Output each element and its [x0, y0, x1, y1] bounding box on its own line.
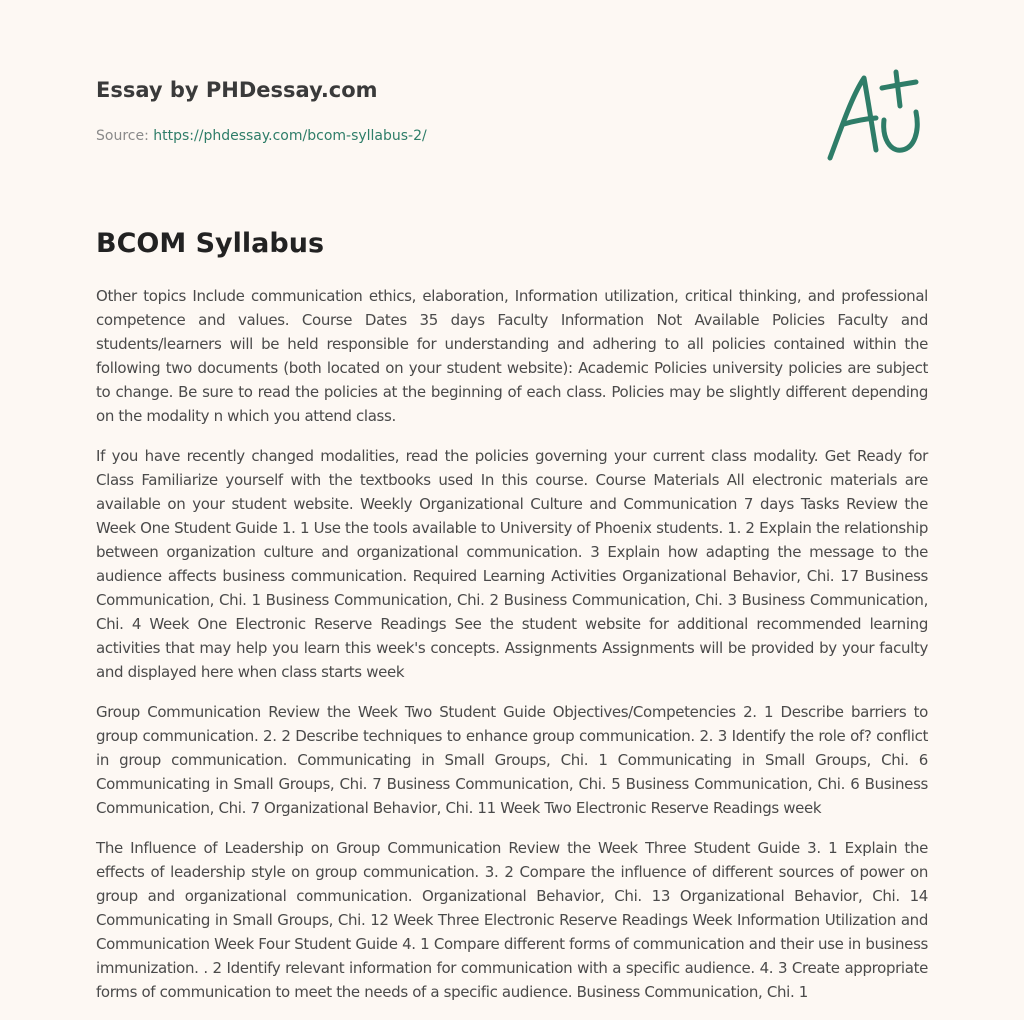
- source-line: [96, 126, 696, 146]
- article-title: BCOM Syllabus: [96, 228, 325, 259]
- article-paragraph: The Influence of Leadership on Group Communication Review the Week Three Student Guide 3. 1 Explain the effects of leadership style on group communication. 3. 2 Compare the influence of different sources of power on group and organizational communication. Organizational Behavior, Chi. 13 Organizational Behavior, Chi. 14 Communicating in Small Groups, Chi. 12 Week Three Electronic Reserve Readings Week Information Utilization and Communication Week Four Student Guide 4. 1 Compare different forms of communication and their use in business immunization. . 2 Identify relevant information for communication with a specific audience. 4. 3 Create appropriate forms of communication to meet the needs of a specific audience. Business Communication, Chi. 1: [96, 839, 928, 1001]
- essay-header: [96, 76, 696, 146]
- article-paragraph: If you have recently changed modalities, read the policies governing your current class modality. Get Ready for Class Familiarize yourself with the textbooks used In this course. Course Materials All electronic materials are available on your student website. Weekly Organizational Culture and Communication 7 days Tasks Review the Week One Student Guide 1. 1 Use the tools available to University of Phoenix students. 1. 2 Explain the relationship between organization culture and organizational communication. 3 Explain how adapting the message to the audience affects business communication. Required Learning Activities Organizational Behavior, Chi. 17 Business Communication, Chi. 1 Business Communication, Chi. 2 Business Communication, Chi. 3 Business Communication, Chi. 4 Week One Electronic Reserve Readings See the student website for additional recommended learning activities that may help you learn this week's concepts. Assignments Assignments will be provided by your faculty and displayed here when class starts week: [96, 447, 928, 681]
- source-label: Source:: [96, 128, 154, 144]
- a-plus-logo-icon: [820, 66, 930, 166]
- source-link[interactable]: https://phdessay.com/bcom-syllabus-2/: [153, 128, 427, 144]
- article-body: [96, 284, 928, 1020]
- article-paragraph: Group Communication Review the Week Two Student Guide Objectives/Competencies 2. 1 Describe barriers to group communication. 2. 2 Describe techniques to enhance group communication. 2. 3 Identify the role of? conflict in group communication. Communicating in Small Groups, Chi. 1 Communicating in Small Groups, Chi. 6 Communicating in Small Groups, Chi. 7 Business Communication, Chi. 5 Business Communication, Chi. 6 Business Communication, Chi. 7 Organizational Behavior, Chi. 11 Week Two Electronic Reserve Readings week: [96, 703, 928, 817]
- site-brand: Essay by PHDessay.com: [96, 78, 378, 102]
- article-paragraph: Other topics Include communication ethics, elaboration, Information utilization, critical thinking, and professional competence and values. Course Dates 35 days Faculty Information Not Available Policies Faculty and students/learners will be held responsible for understanding and adhering to all policies contained within the following two documents (both located on your student website): Academic Policies university policies are subject to change. Be sure to read the policies at the beginning of each class. Policies may be slightly different depending on the modality n which you attend class.: [96, 287, 928, 425]
